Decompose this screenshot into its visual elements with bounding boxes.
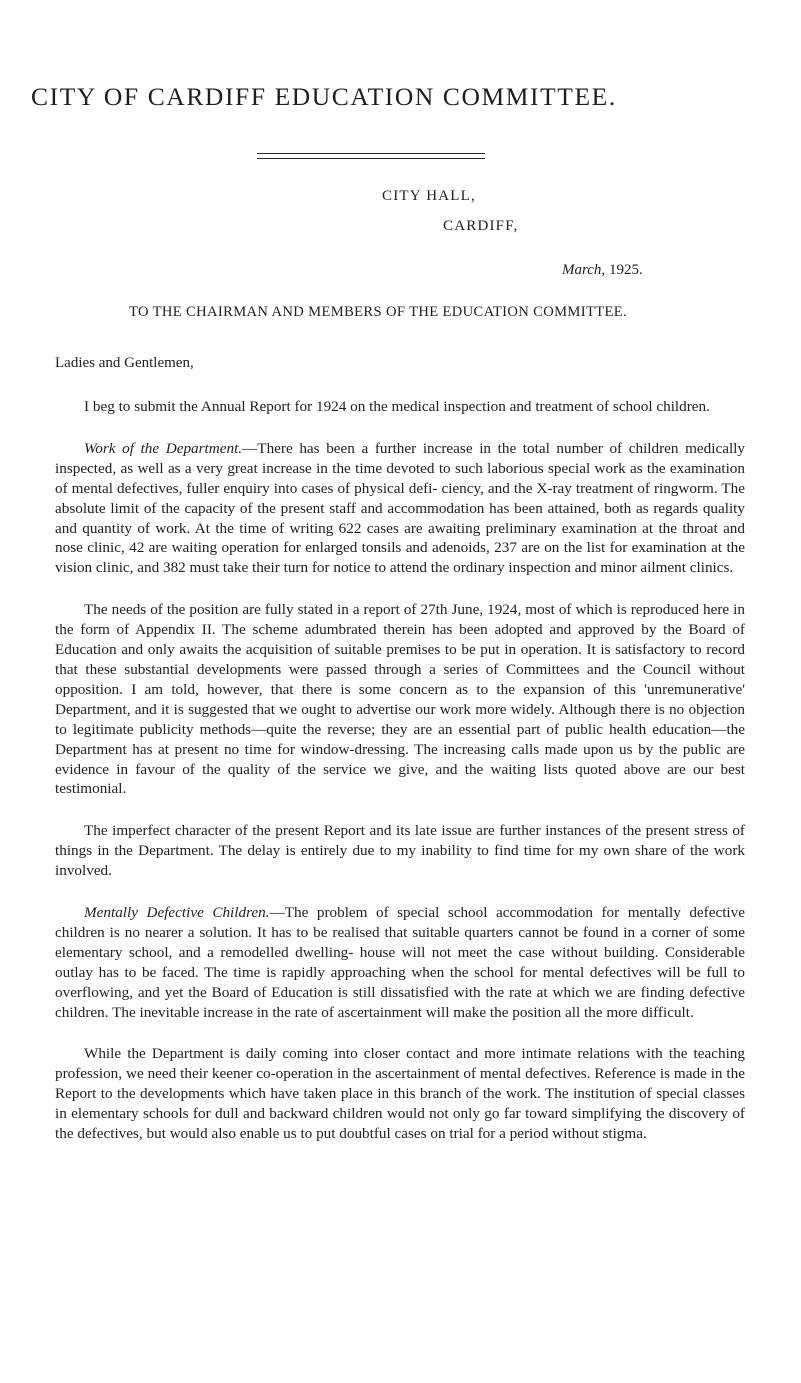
date-month: March, xyxy=(562,262,606,278)
paragraph-intro xyxy=(55,397,745,417)
letter-body xyxy=(55,397,745,1144)
paragraph-heading: Mentally Defective Children. xyxy=(84,904,270,922)
salutation: Ladies and Gentlemen, xyxy=(55,355,194,371)
paragraph-text: The needs of the position are fully stated in a report of 27th June, 1924, most of which is reproduced here in the form of Appendix II. The scheme adumbrated therein has been adopted and approved by the Board of Education and only awaits the acquisition of suitable premises to be put in operation. It is satisfactory to record that these substantial developments were passed through a series of Committees and the Council without opposition. I am told, however, that there is some concern as to the expansion of this 'unremunerative' Department, and it is suggested that we ought to advertise our work more widely. Although there is no objection to legitimate publicity methods—quite the reverse; they are an essential part of public health education—the Department has at present no time for window-dressing. The increasing calls made upon us by the public are evidence in favour of the quality of the service we give, and the waiting lists quoted above are our best testimonial. xyxy=(55,601,745,798)
paragraph-text: —The problem of special school accommodation for mentally defective children is no nearer a solution. It has to be realised that suitable quarters cannot be found in a corner of some elementary school, and a remodelled dwelling- house will not meet the case without building. Considerable outlay has to be faced. The time is rapidly approaching when the school for mental defectives will be full to overflowing, and yet the Board of Education is still dissatisfied with the rate at which we are finding defective children. The inevitable increase in the rate of ascertainment will make the position all the more difficult. xyxy=(55,904,745,1021)
paragraph-imperfect-character xyxy=(55,821,745,881)
paragraph-text: I beg to submit the Annual Report for 1924 on the medical inspection and treatment of school children. xyxy=(84,398,710,415)
paragraph-work-of-department xyxy=(55,439,745,578)
date-year: 1925. xyxy=(608,262,643,278)
paragraph-teaching-cooperation xyxy=(55,1044,745,1144)
paragraph-text: —There has been a further increase in the total number of children medically inspected, as well as a very great increase in the time devoted to such laborious special work as the examination of mental defectives, fuller enquiry into cases of physical defi- ciency, and the X-ray treatment of ringworm. The absolute limit of the capacity of the present staff and accommodation has been attained, both as regards quality and quantity of work. At the time of writing 622 cases are awaiting preliminary examination at the throat and nose clinic, 42 are waiting operation for enlarged tonsils and adenoids, 237 are on the list for examination at the vision clinic, and 382 must take their turn for notice to attend the ordinary inspection and minor ailment clinics. xyxy=(55,439,746,577)
paragraph-heading: Work of the Department. xyxy=(84,439,243,457)
paragraph-mentally-defective xyxy=(55,903,745,1022)
address-line-cardiff: CARDIFF, xyxy=(443,218,519,234)
recipient-line: TO THE CHAIRMAN AND MEMBERS OF THE EDUCATION COMMITTEE. xyxy=(129,304,628,320)
paragraph-text: While the Department is daily coming into closer contact and more intimate relations with the teaching profession, we need their keener co-operation in the ascertainment of mental defectives. Reference is made in the Report to the developments which have taken place in this branch of the work. The institution of special classes in elementary schools for dull and backward children would not only go far toward simplifying the discovery of the defectives, but would also enable us to put doubtful cases on trial for a period without stigma. xyxy=(55,1045,745,1143)
double-rule-top xyxy=(257,153,485,154)
address-line-city-hall: CITY HALL, xyxy=(382,188,476,204)
paragraph-text: The imperfect character of the present Report and its late issue are further instances of the present stress of things in the Department. The delay is entirely due to my inability to find time for my own share of the work involved. xyxy=(55,822,745,880)
double-rule-bottom xyxy=(257,158,485,159)
letterhead-title: CITY OF CARDIFF EDUCATION COMMITTEE. xyxy=(31,82,617,111)
paragraph-needs-of-position xyxy=(55,600,745,799)
letter-date xyxy=(562,262,643,279)
